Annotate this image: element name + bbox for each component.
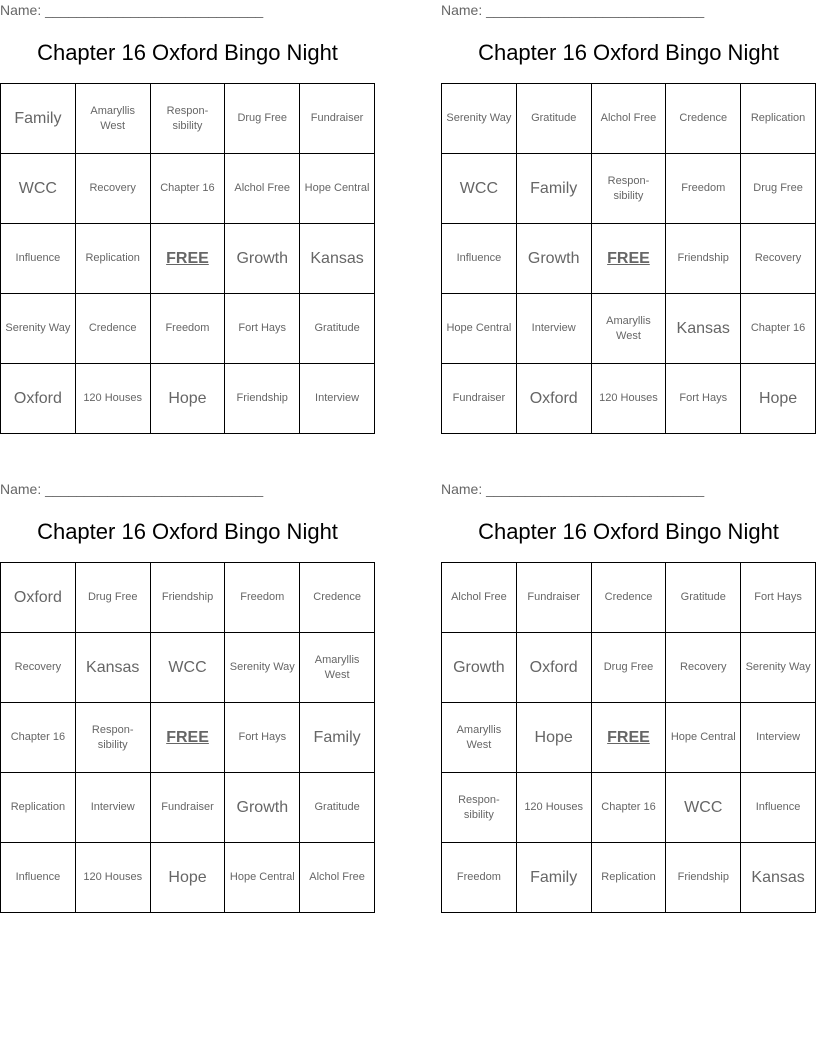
bingo-cell[interactable]: 120 Houses (516, 773, 591, 843)
bingo-cell[interactable]: Freedom (150, 294, 225, 364)
bingo-cell[interactable]: Recovery (741, 224, 816, 294)
bingo-card-2 (441, 0, 816, 440)
bingo-cell[interactable]: Influence (1, 843, 76, 913)
bingo-cell[interactable]: WCC (150, 633, 225, 703)
grid-row (442, 703, 816, 773)
grid-row (442, 843, 816, 913)
bingo-cell[interactable]: Amaryllis West (591, 294, 666, 364)
bingo-cell[interactable]: Interview (75, 773, 150, 843)
bingo-cell[interactable]: Serenity Way (225, 633, 300, 703)
bingo-cell[interactable]: Fundraiser (442, 364, 517, 434)
bingo-cell[interactable]: Credence (75, 294, 150, 364)
grid-row (442, 364, 816, 434)
bingo-card-4 (441, 479, 816, 919)
grid-row (1, 843, 375, 913)
bingo-cell[interactable]: Gratitude (300, 773, 375, 843)
bingo-cell[interactable]: Credence (591, 563, 666, 633)
bingo-cell[interactable]: Interview (300, 364, 375, 434)
grid-row (1, 563, 375, 633)
card-title: Chapter 16 Oxford Bingo Night (478, 519, 779, 544)
bingo-grid (441, 562, 816, 913)
bingo-cell[interactable]: Family (1, 84, 76, 154)
bingo-cell[interactable]: Replication (75, 224, 150, 294)
grid-row (1, 703, 375, 773)
bingo-cell[interactable]: 120 Houses (591, 364, 666, 434)
bingo-cell[interactable]: FREE (591, 703, 666, 773)
bingo-cell[interactable]: Fundraiser (516, 563, 591, 633)
bingo-cell[interactable]: Amaryllis West (75, 84, 150, 154)
bingo-cell[interactable]: Chapter 16 (150, 154, 225, 224)
bingo-cell[interactable]: Alchol Free (442, 563, 517, 633)
bingo-cell[interactable]: Influence (741, 773, 816, 843)
bingo-cell[interactable]: Drug Free (225, 84, 300, 154)
bingo-cell[interactable]: Drug Free (741, 154, 816, 224)
grid-row (442, 224, 816, 294)
grid-row (1, 224, 375, 294)
bingo-cell[interactable]: Oxford (516, 633, 591, 703)
grid-row (1, 84, 375, 154)
bingo-cell[interactable]: FREE (591, 224, 666, 294)
bingo-cell[interactable]: Hope (150, 364, 225, 434)
bingo-cell[interactable]: Replication (741, 84, 816, 154)
grid-row (442, 84, 816, 154)
bingo-cell[interactable]: Respon- sibility (442, 773, 517, 843)
bingo-cell[interactable]: Fundraiser (300, 84, 375, 154)
bingo-cell[interactable]: Friendship (666, 224, 741, 294)
bingo-cell[interactable]: Gratitude (666, 563, 741, 633)
bingo-cell[interactable]: Fort Hays (666, 364, 741, 434)
bingo-cell[interactable]: Fort Hays (741, 563, 816, 633)
bingo-cell[interactable]: Replication (591, 843, 666, 913)
bingo-cell[interactable]: Respon- sibility (150, 84, 225, 154)
grid-row (442, 633, 816, 703)
grid-row (1, 364, 375, 434)
name-field[interactable]: Name: ____________________________ (441, 2, 705, 18)
bingo-cell[interactable]: Recovery (666, 633, 741, 703)
bingo-cell[interactable]: Freedom (666, 154, 741, 224)
bingo-cell[interactable]: Alchol Free (225, 154, 300, 224)
bingo-cell[interactable]: FREE (150, 703, 225, 773)
bingo-cell[interactable]: Chapter 16 (741, 294, 816, 364)
card-title: Chapter 16 Oxford Bingo Night (478, 40, 779, 65)
bingo-cell[interactable]: Alchol Free (300, 843, 375, 913)
bingo-cell[interactable]: Serenity Way (442, 84, 517, 154)
bingo-cell[interactable]: Interview (516, 294, 591, 364)
bingo-cell[interactable]: FREE (150, 224, 225, 294)
bingo-cell[interactable]: Gratitude (300, 294, 375, 364)
bingo-cell[interactable]: Friendship (150, 563, 225, 633)
bingo-cell[interactable]: Hope Central (666, 703, 741, 773)
bingo-cell[interactable]: Hope (516, 703, 591, 773)
bingo-cell[interactable]: Influence (1, 224, 76, 294)
bingo-cell[interactable]: Hope (741, 364, 816, 434)
bingo-cell[interactable]: WCC (442, 154, 517, 224)
bingo-cell[interactable]: Friendship (666, 843, 741, 913)
bingo-cell[interactable]: Credence (666, 84, 741, 154)
bingo-grid (441, 83, 816, 434)
bingo-cell[interactable]: Family (516, 843, 591, 913)
bingo-card-1 (0, 0, 375, 440)
bingo-cell[interactable]: 120 Houses (75, 843, 150, 913)
bingo-cell[interactable]: Freedom (225, 563, 300, 633)
bingo-grid (0, 83, 375, 434)
bingo-cell[interactable]: 120 Houses (75, 364, 150, 434)
bingo-cell[interactable]: Freedom (442, 843, 517, 913)
bingo-cell[interactable]: Hope (150, 843, 225, 913)
grid-row (442, 294, 816, 364)
grid-row (1, 154, 375, 224)
bingo-cell[interactable]: Drug Free (75, 563, 150, 633)
bingo-cell[interactable]: Oxford (1, 364, 76, 434)
bingo-cell[interactable]: Hope Central (300, 154, 375, 224)
bingo-cell[interactable]: Interview (741, 703, 816, 773)
bingo-cell[interactable]: Alchol Free (591, 84, 666, 154)
bingo-cell[interactable]: Recovery (1, 633, 76, 703)
bingo-cell[interactable]: Serenity Way (1, 294, 76, 364)
bingo-cell[interactable]: Gratitude (516, 84, 591, 154)
bingo-cell[interactable]: Fundraiser (150, 773, 225, 843)
bingo-cell[interactable]: Respon- sibility (591, 154, 666, 224)
bingo-cell[interactable]: Recovery (75, 154, 150, 224)
bingo-cell[interactable]: Growth (516, 224, 591, 294)
bingo-cell[interactable]: Growth (225, 224, 300, 294)
bingo-cell[interactable]: Kansas (75, 633, 150, 703)
bingo-cell[interactable]: Serenity Way (741, 633, 816, 703)
bingo-cell[interactable]: WCC (666, 773, 741, 843)
bingo-cell[interactable]: Growth (225, 773, 300, 843)
bingo-cell[interactable]: Friendship (225, 364, 300, 434)
bingo-cell[interactable]: Replication (1, 773, 76, 843)
bingo-cell[interactable]: Oxford (516, 364, 591, 434)
bingo-cell[interactable]: Fort Hays (225, 294, 300, 364)
bingo-cell[interactable]: WCC (1, 154, 76, 224)
card-title: Chapter 16 Oxford Bingo Night (37, 40, 338, 65)
bingo-cell[interactable]: Amaryllis West (442, 703, 517, 773)
name-field[interactable]: Name: ____________________________ (0, 2, 264, 18)
name-field[interactable]: Name: ____________________________ (0, 481, 264, 497)
bingo-cell[interactable]: Kansas (741, 843, 816, 913)
bingo-cell[interactable]: Kansas (666, 294, 741, 364)
name-field[interactable]: Name: ____________________________ (441, 481, 705, 497)
bingo-cell[interactable]: Respon- sibility (75, 703, 150, 773)
bingo-cell[interactable]: Growth (442, 633, 517, 703)
bingo-cell[interactable]: Chapter 16 (1, 703, 76, 773)
bingo-cell[interactable]: Kansas (300, 224, 375, 294)
grid-row (442, 563, 816, 633)
bingo-cell[interactable]: Credence (300, 563, 375, 633)
bingo-grid (0, 562, 375, 913)
grid-row (1, 773, 375, 843)
bingo-cell[interactable]: Influence (442, 224, 517, 294)
bingo-cell[interactable]: Family (516, 154, 591, 224)
grid-row (442, 773, 816, 843)
bingo-cell[interactable]: Hope Central (225, 843, 300, 913)
bingo-cell[interactable]: Oxford (1, 563, 76, 633)
grid-row (442, 154, 816, 224)
grid-row (1, 294, 375, 364)
bingo-cell[interactable]: Family (300, 703, 375, 773)
bingo-cell[interactable]: Amaryllis West (300, 633, 375, 703)
bingo-cell[interactable]: Drug Free (591, 633, 666, 703)
grid-row (1, 633, 375, 703)
bingo-card-3 (0, 479, 375, 919)
bingo-cell[interactable]: Fort Hays (225, 703, 300, 773)
bingo-cell[interactable]: Chapter 16 (591, 773, 666, 843)
bingo-cell[interactable]: Hope Central (442, 294, 517, 364)
card-title: Chapter 16 Oxford Bingo Night (37, 519, 338, 544)
